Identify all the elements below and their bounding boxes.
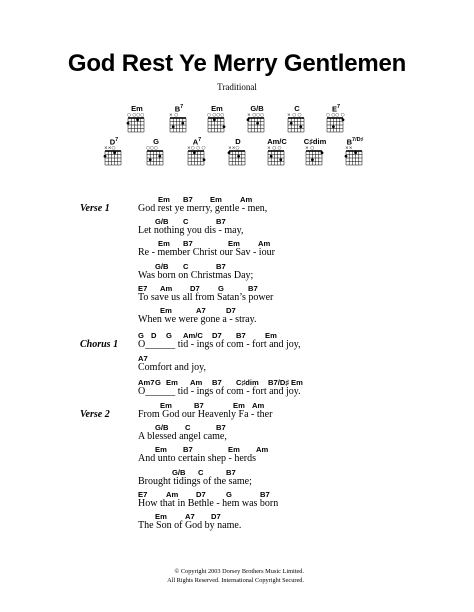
chord-symbol: Am bbox=[190, 377, 203, 387]
chord-symbol: Am7 bbox=[138, 377, 155, 387]
chord-grid bbox=[145, 145, 167, 167]
chord-symbol: G/B bbox=[172, 467, 186, 477]
lyric-line: Let nothing you dis - may, bbox=[138, 225, 244, 237]
song-title: God Rest Ye Merry Gentlemen bbox=[67, 50, 407, 77]
chord-symbol: C bbox=[183, 261, 189, 271]
chord-symbol: C bbox=[198, 467, 204, 477]
string-markers: ○ ○○○ bbox=[207, 113, 225, 118]
section-label: Verse 1 bbox=[80, 203, 110, 214]
lyric-line: How that in Bethle - hem was born bbox=[138, 497, 279, 509]
chord-symbol: Em bbox=[233, 401, 245, 410]
chord-symbol: A7 bbox=[196, 306, 206, 315]
chord-grid bbox=[168, 112, 190, 134]
lyric-line: O______ tid - ings of com - fort and joy, bbox=[138, 339, 301, 350]
string-markers: ×× bbox=[345, 146, 353, 151]
lyric-line: To save us all from Satan’s power bbox=[138, 291, 274, 303]
chord-grid bbox=[286, 112, 308, 134]
chord-symbol: Em bbox=[158, 195, 170, 204]
chord-diagram-name: G bbox=[153, 137, 159, 146]
chord-grid bbox=[103, 145, 125, 167]
string-markers: ×○ ○ ○ bbox=[187, 146, 206, 151]
chord-grid bbox=[227, 145, 249, 167]
lyric-line: Was born on Christmas Day; bbox=[138, 269, 254, 281]
chord-diagram-name: $A^7$ bbox=[192, 137, 202, 147]
lyric-line: And unto certain shep - herds bbox=[138, 453, 257, 465]
string-markers: × ○ ○ bbox=[287, 113, 302, 118]
chord-symbol: E7 bbox=[138, 283, 148, 293]
lyric-line: A blessed angel came, bbox=[138, 431, 227, 443]
chord-symbol: A7 bbox=[185, 512, 195, 521]
chord-symbol: D7 bbox=[211, 512, 221, 521]
chord-symbol: Em bbox=[160, 306, 172, 315]
string-markers: ××○ bbox=[228, 146, 240, 151]
chord-grid bbox=[246, 112, 268, 134]
chord-diagram-name: G/B bbox=[250, 104, 264, 113]
chord-symbol: Em bbox=[265, 331, 277, 340]
chord-symbol: G bbox=[138, 331, 144, 340]
lyric-line: God rest ye merry, gentle - men, bbox=[138, 203, 268, 214]
chord-symbol: Am bbox=[258, 239, 271, 249]
chord-symbol: B7 bbox=[216, 261, 226, 271]
chord-symbol: B7 bbox=[236, 331, 246, 340]
chord-symbol: B7 bbox=[194, 401, 204, 410]
chord-symbol: C bbox=[185, 423, 191, 433]
chord-symbol: G bbox=[218, 283, 224, 293]
chord-diagram-name: $D^7$ bbox=[109, 137, 119, 147]
chord-grid bbox=[206, 112, 228, 134]
chord-grid bbox=[126, 112, 148, 134]
chord-symbol: G bbox=[166, 331, 172, 340]
chord-symbol: Em bbox=[228, 445, 240, 455]
string-markers: ○ ○○○ bbox=[127, 113, 145, 118]
string-markers: × ○ ○ bbox=[267, 146, 282, 151]
section-label: Chorus 1 bbox=[80, 339, 119, 350]
chord-diagram-name: C♯dim bbox=[303, 137, 327, 146]
chord-symbol: Em bbox=[166, 377, 178, 387]
string-markers: × ○○○ bbox=[247, 113, 264, 118]
chord-symbol: D7 bbox=[226, 306, 236, 315]
chord-symbol: Em bbox=[160, 401, 172, 410]
section-label: Verse 2 bbox=[80, 409, 110, 420]
chord-symbol: Am bbox=[240, 195, 253, 204]
chord-grid bbox=[325, 112, 347, 134]
chord-symbol: Em bbox=[155, 512, 167, 521]
chord-symbol: G/B bbox=[155, 423, 169, 433]
chord-diagram-name: Am/C bbox=[267, 137, 287, 146]
chord-symbol: B7 bbox=[183, 195, 193, 204]
chord-grid bbox=[186, 145, 208, 167]
chord-symbol: D7 bbox=[190, 283, 200, 293]
string-markers: ○ ○○ ○ bbox=[326, 113, 345, 118]
chord-symbol: D7 bbox=[212, 331, 222, 340]
chord-symbol: B7 bbox=[183, 239, 193, 249]
string-markers: ○○○ bbox=[146, 146, 158, 151]
chord-symbol: A7 bbox=[138, 354, 148, 364]
chord-symbol: G bbox=[226, 489, 232, 499]
chord-grid bbox=[344, 145, 366, 167]
chord-symbol: C♯dim bbox=[236, 377, 259, 387]
copyright-notice bbox=[167, 568, 304, 585]
chord-symbol: B7/D♯ bbox=[268, 377, 290, 387]
chord-symbol: Am bbox=[166, 489, 179, 499]
chord-symbol: Em bbox=[210, 195, 222, 204]
chord-symbol: Am bbox=[252, 401, 265, 410]
lyric-line: Brought tidings of the same; bbox=[138, 475, 252, 487]
chord-symbol: B7 bbox=[216, 217, 226, 227]
copyright-line-2: All Rights Reserved. International Copyright Secured. bbox=[167, 576, 304, 584]
chord-symbol: Em bbox=[158, 239, 170, 249]
chord-diagrams bbox=[0, 0, 474, 180]
chord-symbol: C bbox=[183, 217, 189, 227]
lyric-line: Comfort and joy, bbox=[138, 362, 206, 374]
chord-diagram-name: Em bbox=[211, 104, 223, 113]
lyric-line: From God our Heavenly Fa - ther bbox=[138, 409, 273, 420]
chord-symbol: B7 bbox=[183, 445, 193, 455]
chord-symbol: B7 bbox=[212, 377, 222, 387]
chord-symbol: Em bbox=[291, 377, 303, 387]
chord-symbol: D7 bbox=[196, 489, 206, 499]
chord-symbol: Am/C bbox=[183, 331, 203, 340]
chord-grid bbox=[304, 145, 326, 167]
lyric-line: Re - member Christ our Sav - iour bbox=[138, 247, 275, 259]
chord-symbol: B7 bbox=[260, 489, 270, 499]
chord-symbol: E7 bbox=[138, 489, 148, 499]
chord-symbol: G/B bbox=[155, 217, 169, 227]
chord-symbol: Am bbox=[256, 445, 269, 455]
chord-symbol: B7 bbox=[216, 423, 226, 433]
chord-symbol: B7 bbox=[226, 467, 236, 477]
string-markers: × ○ bbox=[305, 146, 315, 151]
lyric-line: The Son of God by name. bbox=[138, 520, 242, 531]
chord-symbol: G bbox=[155, 377, 161, 387]
chord-diagram-name: $B^7$ bbox=[174, 104, 184, 114]
lyric-line: O______ tid - ings of com - fort and joy. bbox=[138, 385, 301, 397]
copyright-line-1: © Copyright 2003 Dorsey Brothers Music Limited. bbox=[174, 568, 304, 575]
chord-symbol: Am bbox=[160, 283, 173, 293]
chord-diagram-name: Em bbox=[131, 104, 143, 113]
string-markers: × ○ bbox=[169, 113, 179, 118]
song-subtitle: Traditional bbox=[217, 82, 257, 92]
chord-symbol: Em bbox=[228, 239, 240, 249]
chord-diagram-name: $E^7$ bbox=[331, 104, 341, 114]
chord-symbol: B7 bbox=[248, 283, 258, 293]
chord-diagram-name: C bbox=[294, 104, 300, 113]
chord-symbol: Em bbox=[155, 445, 167, 455]
chord-symbol: G/B bbox=[155, 261, 169, 271]
chord-grid bbox=[266, 145, 288, 167]
lyric-line: When we were gone a - stray. bbox=[138, 314, 257, 325]
chord-diagram-name: D bbox=[235, 137, 241, 146]
string-markers: ××○ bbox=[104, 146, 116, 151]
chord-diagram-name: $B^{7/D♯}$ bbox=[346, 137, 364, 147]
chord-symbol: D bbox=[151, 331, 157, 340]
